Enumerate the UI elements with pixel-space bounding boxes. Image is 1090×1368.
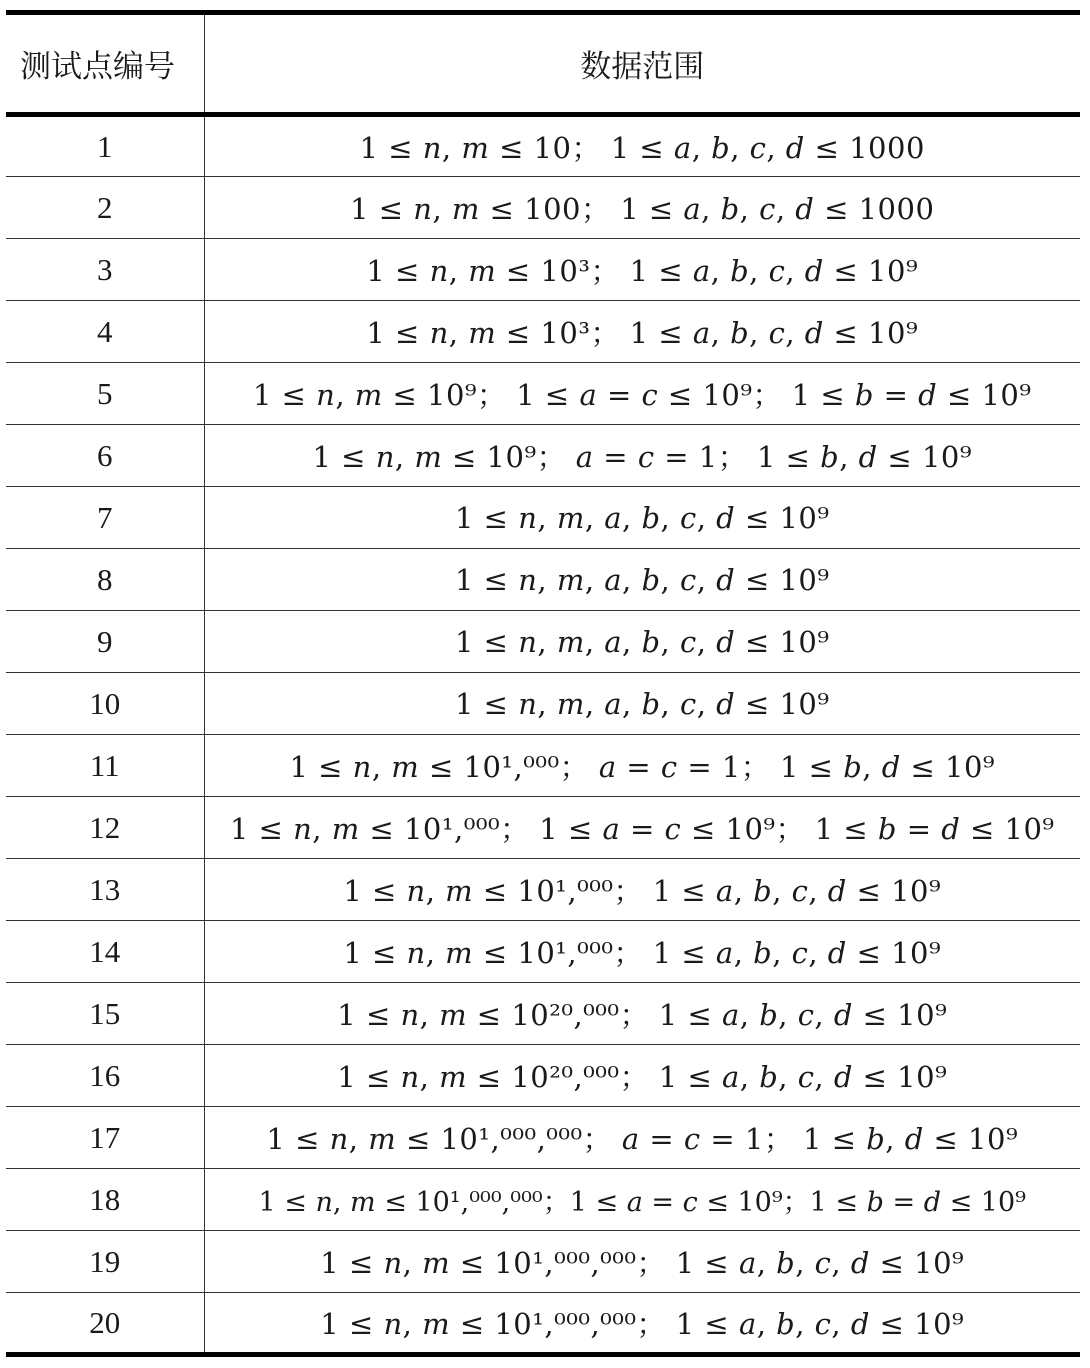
table-row [6,487,1080,549]
test-point-id: 10 [6,673,204,735]
data-range: 1 ≤ 𝑛, 𝑚 ≤ 10²⁰,⁰⁰⁰； 1 ≤ 𝑎, 𝑏, 𝑐, 𝑑 ≤ 10⁹ [204,983,1080,1045]
table-row [6,611,1080,673]
data-range: 1 ≤ 𝑛, 𝑚, 𝑎, 𝑏, 𝑐, 𝑑 ≤ 10⁹ [204,673,1080,735]
table-row [6,1231,1080,1293]
table-row [6,921,1080,983]
data-range-table [6,10,1080,1357]
data-range: 1 ≤ 𝑛, 𝑚 ≤ 10⁹； 𝑎 = 𝑐 = 1； 1 ≤ 𝑏, 𝑑 ≤ 10⁹ [204,425,1080,487]
test-point-id: 20 [6,1293,204,1355]
test-point-id: 17 [6,1107,204,1169]
data-range: 1 ≤ 𝑛, 𝑚, 𝑎, 𝑏, 𝑐, 𝑑 ≤ 10⁹ [204,611,1080,673]
table-body [6,115,1080,1355]
test-point-id: 9 [6,611,204,673]
table-header [6,13,1080,115]
test-point-id: 13 [6,859,204,921]
test-point-id: 3 [6,239,204,301]
data-range: 1 ≤ 𝑛, 𝑚 ≤ 100； 1 ≤ 𝑎, 𝑏, 𝑐, 𝑑 ≤ 1000 [204,177,1080,239]
header-data-range: 数据范围 [204,13,1080,115]
table-row [6,859,1080,921]
test-point-id: 14 [6,921,204,983]
header-test-point-id: 测试点编号 [6,13,204,115]
data-range: 1 ≤ 𝑛, 𝑚 ≤ 10； 1 ≤ 𝑎, 𝑏, 𝑐, 𝑑 ≤ 1000 [204,115,1080,177]
data-range: 1 ≤ 𝑛, 𝑚 ≤ 10¹,⁰⁰⁰,⁰⁰⁰； 1 ≤ 𝑎, 𝑏, 𝑐, 𝑑 ≤ 10⁹ [204,1231,1080,1293]
table-row [6,735,1080,797]
data-range: 1 ≤ 𝑛, 𝑚 ≤ 10¹,⁰⁰⁰； 𝑎 = 𝑐 = 1； 1 ≤ 𝑏, 𝑑 ≤ 10⁹ [204,735,1080,797]
data-range-table-container [6,10,1080,1357]
data-range: 1 ≤ 𝑛, 𝑚 ≤ 10¹,⁰⁰⁰,⁰⁰⁰；1 ≤ 𝑎 = 𝑐 ≤ 10⁹；1 ≤ 𝑏 = 𝑑 ≤ 10⁹ [204,1169,1080,1231]
table-row [6,301,1080,363]
test-point-id: 4 [6,301,204,363]
data-range: 1 ≤ 𝑛, 𝑚, 𝑎, 𝑏, 𝑐, 𝑑 ≤ 10⁹ [204,549,1080,611]
table-row [6,549,1080,611]
table-row [6,363,1080,425]
table-row [6,1169,1080,1231]
test-point-id: 15 [6,983,204,1045]
test-point-id: 12 [6,797,204,859]
table-row [6,983,1080,1045]
table-row [6,177,1080,239]
data-range: 1 ≤ 𝑛, 𝑚 ≤ 10¹,⁰⁰⁰,⁰⁰⁰； 1 ≤ 𝑎, 𝑏, 𝑐, 𝑑 ≤ 10⁹ [204,1293,1080,1355]
table-row [6,1293,1080,1355]
data-range: 1 ≤ 𝑛, 𝑚, 𝑎, 𝑏, 𝑐, 𝑑 ≤ 10⁹ [204,487,1080,549]
test-point-id: 2 [6,177,204,239]
data-range: 1 ≤ 𝑛, 𝑚 ≤ 10¹,⁰⁰⁰； 1 ≤ 𝑎, 𝑏, 𝑐, 𝑑 ≤ 10⁹ [204,921,1080,983]
header-row [6,13,1080,115]
data-range: 1 ≤ 𝑛, 𝑚 ≤ 10³； 1 ≤ 𝑎, 𝑏, 𝑐, 𝑑 ≤ 10⁹ [204,239,1080,301]
data-range: 1 ≤ 𝑛, 𝑚 ≤ 10⁹； 1 ≤ 𝑎 = 𝑐 ≤ 10⁹； 1 ≤ 𝑏 = 𝑑 ≤ 10⁹ [204,363,1080,425]
test-point-id: 11 [6,735,204,797]
test-point-id: 7 [6,487,204,549]
test-point-id: 6 [6,425,204,487]
table-row [6,673,1080,735]
test-point-id: 5 [6,363,204,425]
table-row [6,1045,1080,1107]
test-point-id: 19 [6,1231,204,1293]
table-row [6,797,1080,859]
data-range: 1 ≤ 𝑛, 𝑚 ≤ 10¹,⁰⁰⁰,⁰⁰⁰； 𝑎 = 𝑐 = 1； 1 ≤ 𝑏, 𝑑 ≤ 10⁹ [204,1107,1080,1169]
data-range: 1 ≤ 𝑛, 𝑚 ≤ 10¹,⁰⁰⁰； 1 ≤ 𝑎, 𝑏, 𝑐, 𝑑 ≤ 10⁹ [204,859,1080,921]
data-range: 1 ≤ 𝑛, 𝑚 ≤ 10²⁰,⁰⁰⁰； 1 ≤ 𝑎, 𝑏, 𝑐, 𝑑 ≤ 10⁹ [204,1045,1080,1107]
test-point-id: 16 [6,1045,204,1107]
table-row [6,1107,1080,1169]
data-range: 1 ≤ 𝑛, 𝑚 ≤ 10³； 1 ≤ 𝑎, 𝑏, 𝑐, 𝑑 ≤ 10⁹ [204,301,1080,363]
test-point-id: 8 [6,549,204,611]
table-row [6,425,1080,487]
test-point-id: 18 [6,1169,204,1231]
data-range: 1 ≤ 𝑛, 𝑚 ≤ 10¹,⁰⁰⁰； 1 ≤ 𝑎 = 𝑐 ≤ 10⁹； 1 ≤ 𝑏 = 𝑑 ≤ 10⁹ [204,797,1080,859]
test-point-id: 1 [6,115,204,177]
table-row [6,115,1080,177]
table-row [6,239,1080,301]
